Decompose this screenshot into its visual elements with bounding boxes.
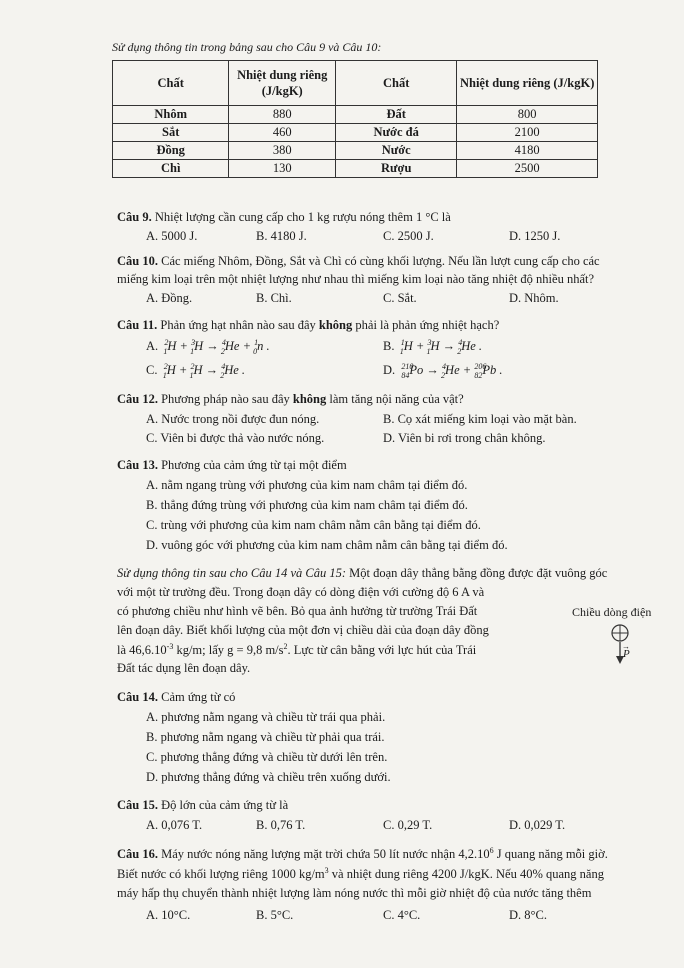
option-a: A. Đồng. (146, 291, 193, 305)
nuclear-equation: $^1_1$H + $^3_1$H → $^4_2$He . (399, 338, 483, 356)
table-row (113, 106, 598, 124)
question-16 (117, 846, 608, 862)
table-cell: 380 (229, 142, 336, 160)
question-9 (117, 210, 451, 225)
option-b: B. Chì. (256, 291, 292, 305)
question-number: Câu 12. (117, 392, 158, 406)
vector-arrow-icon: → (622, 642, 630, 651)
option-a: A. Nước trong nồi được đun nóng. (146, 412, 320, 426)
option-c: C. trùng với phương của kim nam châm nằm cân bằng tại điểm đó. (146, 518, 481, 532)
option-d: D. Nhôm. (509, 291, 559, 305)
nuclear-equation: $^2_1$H + $^2_1$H → $^4_2$He . (162, 362, 246, 380)
table-row (113, 142, 598, 160)
question-text: làm tăng nội năng của vật? (326, 392, 464, 406)
question-emphasis: không (318, 318, 353, 332)
exponent: 6 (489, 846, 494, 855)
specific-heat-table (112, 60, 598, 178)
question-13 (117, 458, 347, 473)
context-text: . Lực từ cân bằng với lực hút của Trái (287, 643, 477, 658)
table-header-row (113, 61, 598, 106)
question-text: Nhiệt lượng cần cung cấp cho 1 kg rượu nóng thêm 1 °C là (154, 210, 451, 224)
question-text: Máy nước nóng năng lượng mặt trời chứa 50 lít nước nhận 4,2.10 (161, 847, 490, 862)
table-cell: 880 (229, 106, 336, 124)
option-a: A. 5000 J. (146, 229, 198, 243)
option-d (383, 362, 502, 380)
question-10 (117, 254, 600, 269)
table-cell: Sắt (113, 124, 229, 142)
question-11 (117, 318, 499, 333)
table-cell: Đất (336, 106, 457, 124)
option-d: D. phương thẳng đứng và chiều trên xuống dưới. (146, 770, 391, 784)
table-cell: 460 (229, 124, 336, 142)
context-line: với một từ trường đều. Trong đoạn dây có dòng điện với cường độ 6 A và (117, 585, 485, 599)
option-b: B. 0,76 T. (256, 818, 306, 832)
table-cell: 4180 (457, 142, 598, 160)
question-text-line (117, 866, 604, 882)
question-number: Câu 16. (117, 847, 158, 862)
option-a (146, 338, 270, 356)
option-label: D. (383, 363, 396, 378)
option-label: C. (146, 363, 158, 378)
option-d: D. 0,029 T. (509, 818, 566, 832)
table-row (113, 124, 598, 142)
table-cell: Đồng (113, 142, 229, 160)
table-header: Chất (113, 61, 229, 106)
table-cell: Nước (336, 142, 457, 160)
context-line (117, 566, 607, 581)
question-text: phải là phản ứng nhiệt hạch? (352, 318, 500, 332)
table-header: Nhiệt dung riêng (J/kgK) (229, 61, 336, 106)
question-text: Phương pháp nào sau đây (161, 392, 293, 406)
context-line: có phương chiều như hình vẽ bên. Bỏ qua ảnh hưởng từ trường Trái Đất (117, 604, 478, 618)
table-cell: Chì (113, 160, 229, 178)
table-header: Nhiệt dung riêng (J/kgK) (457, 61, 598, 106)
option-c: C. 2500 J. (383, 229, 434, 243)
question-text-line: máy hấp thụ chuyển thành nhiệt lượng làm nóng nước thì mỗi giờ nhiệt độ của nước tăng thêm (117, 886, 592, 900)
table-cell: 800 (457, 106, 598, 124)
table-cell: Nước đá (336, 124, 457, 142)
question-number: Câu 11. (117, 318, 158, 332)
question-text: Phương của cảm ứng từ tại một điểm (161, 458, 347, 472)
question-text: J quang năng mỗi giờ. (493, 847, 608, 862)
option-c: C. phương thẳng đứng và chiều từ dưới lên trên. (146, 750, 388, 764)
diagram-label: Chiều dòng điện (572, 605, 652, 619)
table-cell: 2100 (457, 124, 598, 142)
question-number: Câu 10. (117, 254, 158, 268)
question-number: Câu 15. (117, 798, 158, 812)
option-b: B. thẳng đứng trùng với phương của kim nam châm tại điểm đó. (146, 498, 468, 512)
context-text: là 46,6.10 (117, 643, 167, 658)
option-b: B. Cọ xát miếng kim loại vào mặt bàn. (383, 412, 577, 426)
table-cell: Rượu (336, 160, 457, 178)
exponent: 2 (283, 642, 288, 651)
option-a: A. nằm ngang trùng với phương của kim nam châm tại điểm đó. (146, 478, 468, 492)
question-15 (117, 798, 288, 813)
force-label: P (623, 648, 630, 660)
option-b: B. phương nằm ngang và chiều từ phải qua trái. (146, 730, 385, 744)
option-a: A. phương nằm ngang và chiều từ trái qua phải. (146, 710, 386, 724)
option-label: B. (383, 339, 395, 354)
option-a: A. 10°C. (146, 908, 191, 922)
question-text: Biết nước có khối lượng riêng 1000 kg/m (117, 867, 325, 882)
nuclear-equation: $^{210}_{84}$Po → $^4_2$He + $^{206}_{82}$Pb . (401, 362, 503, 380)
exponent: 3 (324, 866, 329, 875)
table-cell: 130 (229, 160, 336, 178)
option-b: B. 4180 J. (256, 229, 307, 243)
question-text: Các miếng Nhôm, Đồng, Sắt và Chì có cùng khối lượng. Nếu lần lượt cung cấp cho các (161, 254, 600, 268)
question-text: Cảm ứng từ có (161, 690, 236, 704)
table-intro: Sử dụng thông tin trong bảng sau cho Câu 9 và Câu 10: (112, 40, 382, 54)
option-c: C. Sắt. (383, 291, 417, 305)
context-line: lên đoạn dây. Biết khối lượng của một đơn vị chiều dài của đoạn dây đồng (117, 623, 489, 637)
context-intro: Sử dụng thông tin sau cho Câu 14 và Câu 15: (117, 566, 347, 580)
context-line (117, 642, 476, 658)
question-number: Câu 9. (117, 210, 152, 224)
nuclear-equation: $^2_1$H + $^3_1$H → $^4_2$He + $^1_0$n . (163, 338, 270, 356)
context-text: Một đoạn dây thẳng bằng đồng được đặt vuông góc (346, 566, 608, 580)
table-header: Chất (336, 61, 457, 106)
option-c: C. 0,29 T. (383, 818, 433, 832)
question-text: và nhiệt dung riêng 4200 J/kgK. Nếu 40% quang năng (328, 867, 604, 882)
option-c: C. Viên bi được thả vào nước nóng. (146, 431, 325, 445)
question-12 (117, 392, 464, 407)
option-d: D. 1250 J. (509, 229, 561, 243)
question-emphasis: không (292, 392, 327, 406)
option-d: D. vuông góc với phương của kim nam châm nằm cân bằng tại điểm đó. (146, 538, 508, 552)
question-text: Phản ứng hạt nhân nào sau đây (160, 318, 319, 332)
question-text: Độ lớn của cảm ứng từ là (161, 798, 289, 812)
context-text: kg/m; lấy g = 9,8 m/s (173, 643, 284, 658)
option-label: A. (146, 339, 159, 354)
exponent: -3 (166, 642, 174, 651)
option-c (146, 362, 245, 380)
question-number: Câu 13. (117, 458, 158, 472)
table-row (113, 160, 598, 178)
option-d: D. 8°C. (509, 908, 547, 922)
option-c: C. 4°C. (383, 908, 421, 922)
question-number: Câu 14. (117, 690, 158, 704)
option-d: D. Viên bi rơi trong chân không. (383, 431, 546, 445)
context-line: Đất tác dụng lên đoạn dây. (117, 661, 251, 675)
table-cell: Nhôm (113, 106, 229, 124)
option-b: B. 5°C. (256, 908, 294, 922)
option-b (383, 338, 482, 356)
question-14 (117, 690, 235, 705)
question-text-line: miếng kim loại trên một nhiệt lượng như nhau thì miếng kim loại nào tăng nhiệt độ nhiều nhất? (117, 272, 595, 286)
option-a: A. 0,076 T. (146, 818, 203, 832)
table-cell: 2500 (457, 160, 598, 178)
